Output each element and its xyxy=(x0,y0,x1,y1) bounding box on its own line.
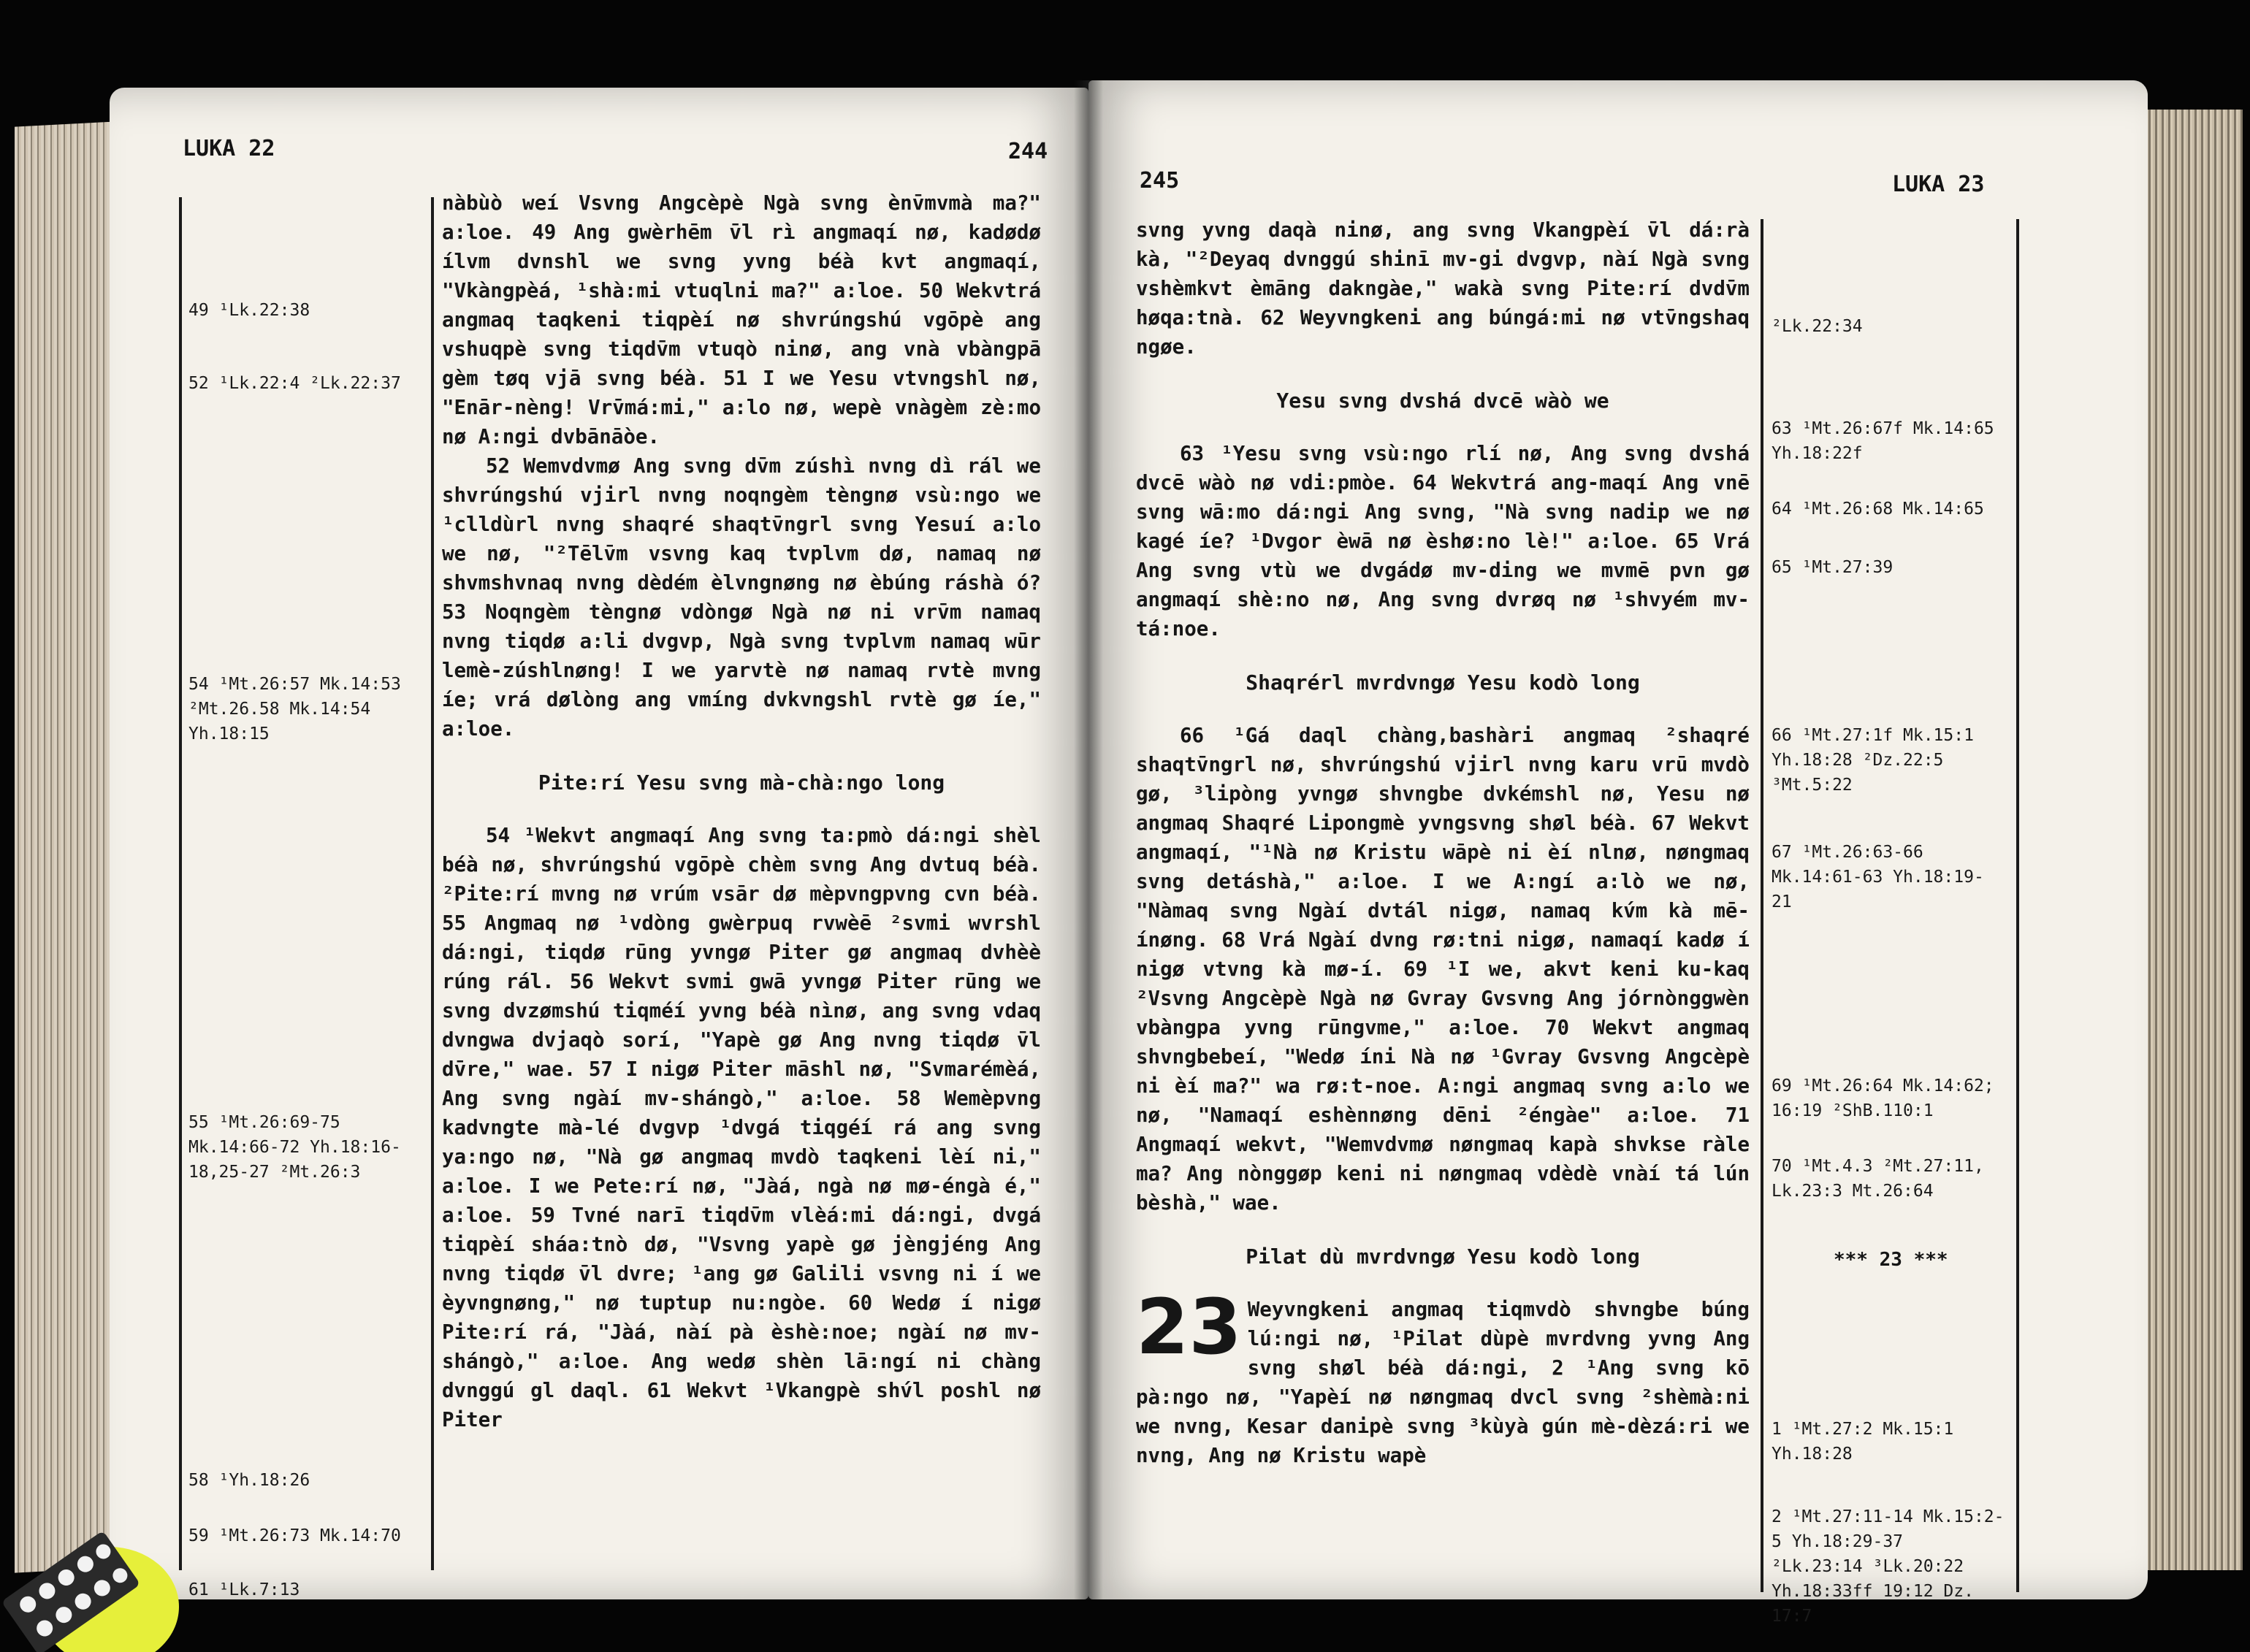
section-heading: Yesu svng dvshá dvcē wàò we xyxy=(1276,389,1609,413)
cross-reference: ²Lk.22:34 xyxy=(1772,317,1863,336)
section-heading: Shaqrérl mvrdvngø Yesu kodò long xyxy=(1246,670,1640,695)
left-ref-rule-outer xyxy=(179,197,182,1570)
right-ref-rule-outer xyxy=(2016,219,2019,1592)
cross-reference: 69 ¹Mt.26:64 Mk.14:62; 16:19 ²ShB.110:1 xyxy=(1772,1077,1994,1120)
cross-reference: 58 ¹Yh.18:26 xyxy=(188,1471,310,1490)
chapter-end-marker: *** 23 *** xyxy=(1834,1249,1948,1271)
right-body-text xyxy=(1136,215,1750,1470)
right-page-number: 245 xyxy=(1140,168,1180,194)
paragraph: nàbùò weí Vsvng Angcèpè Ngà svng ènv̄mvmà ma?" a:loe. 49 Ang gwèrhēm v̄l rì angmaqí nø, kadødø ílvm dvnshl we svng yvng béà kvt angmaqí, "Vkàngpèá, ¹shà:mi vtuqlni ma?" a:loe. 50 Wekvtrá angmaq taqkeni tiqpèí nø shvrúngshú vgōpè ang vshuqpè svng tiqdv̄m vtuqò ninø, ang vnà vbàngpā gèm tøq vjā svng béà. 51 I we Yesu vtvngshl nø, "Enār-nèng! Vrv̄má:mi," a:lo nø, wepè vnàgèm zè:mo nø A:ngi dvbānāòe. xyxy=(442,191,1041,448)
cross-reference: 65 ¹Mt.27:39 xyxy=(1772,558,1894,577)
cross-reference: 66 ¹Mt.27:1f Mk.15:1 Yh.18:28 ²Dz.22:5 ³Mt.5:22 xyxy=(1772,726,1974,795)
right-ref-rule-inner xyxy=(1761,219,1763,1592)
paragraph-text: Weyvngkeni angmaq tiqmvdò shvngbe búng lú:ngi nø, ¹Pilat dùpè mvrdvng yvng Ang svng shøl béà dá:ngi, 2 ¹Ang svng kō pà:ngo nø, "Yapèí nø nøngmaq dvcl svng ²shèmà:ni we nvng, Kesar danipè svng ³kùyà gún mè-dèzá:ri we nvng, Ang nø Kristu wapè xyxy=(1136,1298,1750,1467)
paragraph: svng yvng daqà ninø, ang svng Vkangpèí v̄l dá:rà kà, "²Deyaq dvnggú shinī mv-gi dvgvp, nàí Ngà svng vshèmkvt èmāng dakngàe," wakà svng Pite:rí dvdv̄m høqa:tnà. 62 Weyvngkeni ang búngá:mi nø vtv̄ngshaq ngøe. xyxy=(1136,218,1750,359)
right-cross-references xyxy=(1772,219,2013,1626)
cross-reference: 63 ¹Mt.26:67f Mk.14:65 Yh.18:22f xyxy=(1772,419,1994,463)
section-heading: Pilat dù mvrdvngø Yesu kodò long xyxy=(1246,1244,1640,1269)
paragraph: 66 ¹Gá daql chàng,bashàri angmaq ²shaqré shaqtv̄ngrl nø, shvrúngshú vjirl nvng karu vrū mvdò gø, ³lipòng yvngø shvngbe dvkémshl nø, Yesu nø angmaq Shaqré Lipongmè yvngsvng shøl béà. 67 Wekvt angmaqí, "¹Nà nø Kristu wāpè ni èí nlnø, nøngmaq svng detáshà," a:loe. I we A:ngí a:lò we nø, "Nàmaq svng Ngàí dvtál nigø, namaq kv́m kà mē-ínøng. 68 Vrá Ngàí dvng rø:tni nigø, namaqí kadø í nigø vtvng kà mø-í. 69 ¹I we, akvt keni ku-kaq ²Vsvng Angcèpè Ngà nø Gvray Gvsvng Ang jórnònggwèn vbàngpa yvng rūngvme," a:loe. 70 Wekvt angmaq shvngbebeí, "Wedø íni Nà nø ¹Gvray Gvsvng Angcèpè ni èí ma?" wa rø:t-noe. A:ngi angmaq svng a:lo we nø, "Namaqí eshènnøng dēni ²éngàe" a:loe. 71 Angmaqí wekvt, "Wemvdvmø nøngmaq kapà shvkse ràle ma? Ang nònggøp keni ni nøngmaq vdèdè vnàí tá lún bèshà," wae. xyxy=(1136,724,1750,1215)
left-page-number: 244 xyxy=(1008,139,1048,164)
cross-reference: 64 ¹Mt.26:68 Mk.14:65 xyxy=(1772,500,1984,519)
book-gutter-shadow xyxy=(1074,80,1103,1599)
cross-reference: 54 ¹Mt.26:57 Mk.14:53 ²Mt.26.58 Mk.14:54 Yh.18:15 xyxy=(188,675,401,743)
paragraph: 63 ¹Yesu svng vsù:ngo rlí nø, Ang svng dvshá dvcē wàò nø vdi:pmòe. 64 Wekvtrá ang-maqí Ang vnē svng wā:mo dá:ngi Ang svng, "Nà svng nadip we nø kagé íe? ¹Dvgor èwā nø èshø:no lè!" a:loe. 65 Vrá Ang svng vtù we dvgádø mv-ding we mvmē pvn gø angmaqí shè:no nø, Ang svng dvrøq nø ¹shvyém mv-tá:noe. xyxy=(1136,442,1750,640)
right-page xyxy=(1088,80,2148,1626)
cross-reference: 1 ¹Mt.27:2 Mk.15:1 Yh.18:28 xyxy=(1772,1420,1954,1464)
left-running-header: LUKA 22 xyxy=(183,136,275,161)
paragraph: 54 ¹Wekvt angmaqí Ang svng ta:pmò dá:ngi shèl béà nø, shvrúngshú vgōpè chèm svng Ang dvtuq béà. ²Pite:rí mvng nø vrúm vsār dø mèpvngpvng cvn béà. 55 Angmaq nø ¹vdòng gwèrpuq rvwèē ²svmi wvrshl dá:ngi, tiqdø rūng yvngø Piter gø angmaq dvhèè rúng rál. 56 Wekvt svmi gwā yvngø Piter rūng we svng dvzømshú tiqméí yvng béà nìnø, ang svng vdaq dvngwa dvjaqò sorí, "Yapè gø Ang nvng tiqdø v̄l dv̄re," wae. 57 I nigø Piter māshl nø, "Svmarémèá, Ang svng ngàí mv-shángò," a:loe. 58 Wemèpvng kadvngte mà-lé dvgvp ¹dvgá tiqgéí rá ang svng ya:ngo nø, "Nà gø angmaq mvdò taqkeni lèí ni," a:loe. I we Pete:rí nø, "Jàá, ngà nø mø-éngà é," a:loe. 59 Tvné narī tiqdv̄m vlèá:mi dá:ngi, dvgá tiqpèí sháa:tnò dø, "Vsvng yapè gø jèngjéng Ang nvng tiqdø v̄l dvre; ¹ang gø Galili vsvng ni í we èyvngnøng," nø tuptup nu:ngòe. 60 Wedø í nigø Pite:rí rá, "Jàá, nàí pà èshè:noe; ngàí nø mv-shángò," a:loe. Ang wedø shèn lā:ngí ni chàng dvnggú gl daql. 61 Wekvt ¹Vkangpè shv́l poshl nø Piter xyxy=(442,824,1041,1431)
cross-reference: 49 ¹Lk.22:38 xyxy=(188,301,310,320)
section-heading: Pite:rí Yesu svng mà-chà:ngo long xyxy=(538,770,945,795)
left-cross-references xyxy=(188,197,430,1599)
yellow-dotted-object xyxy=(0,1504,168,1643)
paragraph: 52 Wemvdvmø Ang svng dv̄m zúshì nvng dì rál we shvrúngshú vjirl nvng noqngèm tèngnø vsù:ngo we ¹clldùrl nvng shaqré shaqtv̄ngrl svng Yesuí a:lo we nø, "²Tēlv̄m vsvng kaq tvplvm dø, namaq nø shvmshvnaq nvng dèdém èlvngnøng nø èbúng ráshà ó? 53 Noqngèm tèngnø vdòngø Ngà nø ni vrv̄m namaq nvng tiqdø a:li dvgvp, Ngà svng tvplvm namaq wūr lemè-zúshlnøng! I we yarvtè nø namaq rvtè mvng íe; vrá dølòng ang vmíng dvkvngshl rvtè gø íe," a:loe. xyxy=(442,454,1041,741)
left-page xyxy=(110,88,1088,1599)
cross-reference: 70 ¹Mt.4.3 ²Mt.27:11, Lk.23:3 Mt.26:64 xyxy=(1772,1157,1984,1201)
right-running-header: LUKA 23 xyxy=(1892,172,1985,197)
cross-reference: 61 ¹Lk.7:13 xyxy=(188,1580,300,1599)
chapter-opening-paragraph xyxy=(1136,1282,1750,1470)
chapter-number-dropcap: 23 xyxy=(1136,1282,1242,1372)
left-ref-rule-inner xyxy=(431,197,434,1570)
cross-reference: 52 ¹Lk.22:4 ²Lk.22:37 xyxy=(188,374,401,393)
cross-reference: 55 ¹Mt.26:69-75 Mk.14:66-72 Yh.18:16- 18,25-27 ²Mt.26:3 xyxy=(188,1113,401,1182)
cross-reference: 59 ¹Mt.26:73 Mk.14:70 xyxy=(188,1526,401,1545)
cross-reference: 67 ¹Mt.26:63-66 Mk.14:61-63 Yh.18:19- 21 xyxy=(1772,843,1984,911)
left-body-text xyxy=(442,188,1041,1434)
book-page-edges-right xyxy=(2133,110,2243,1570)
book-page-edges-left xyxy=(15,121,117,1572)
cross-reference: 2 ¹Mt.27:11-14 Mk.15:2- 5 Yh.18:29-37 ²Lk.23:14 ³Lk.20:22 Yh.18:33ff 19:12 Dz. 17:7 xyxy=(1772,1507,2005,1626)
